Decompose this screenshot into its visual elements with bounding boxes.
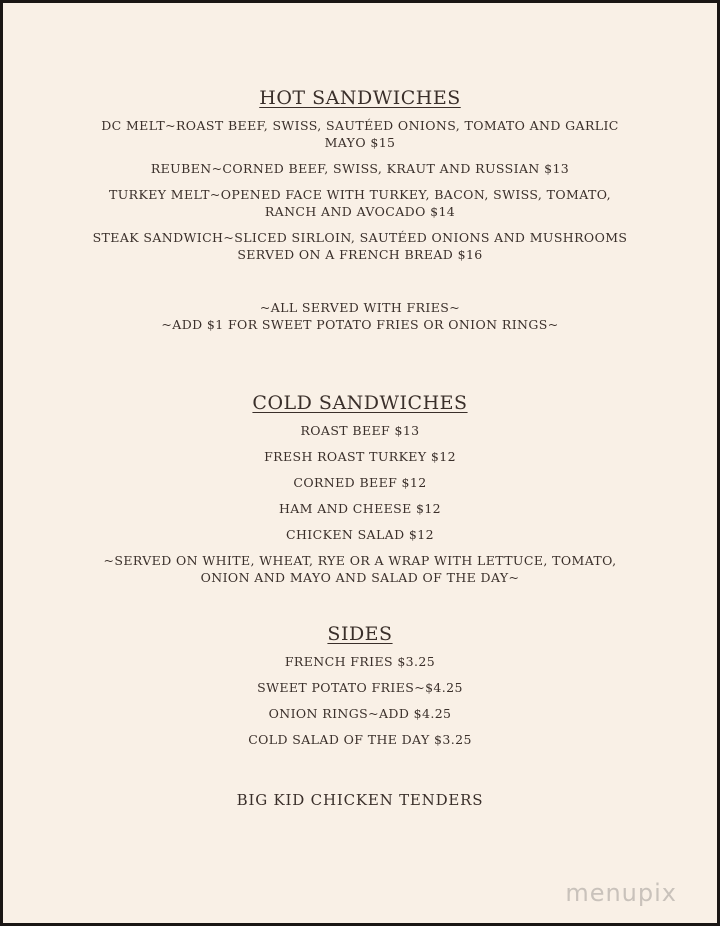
menu-item: COLD SALAD OF THE DAY $3.25 xyxy=(248,732,472,747)
menu-item: CHICKEN SALAD $12 xyxy=(286,527,434,542)
menu-item: FRESH ROAST TURKEY $12 xyxy=(264,449,456,464)
menu-item: STEAK SANDWICH~SLICED SIRLOIN, SAUTÉED ONIONS AND MUSHROOMS SERVED ON A FRENCH BREAD $16 xyxy=(92,230,628,262)
menu-item: DC MELT~ROAST BEEF, SWISS, SAUTÉED ONIONS, TOMATO AND GARLIC MAYO $15 xyxy=(101,118,619,150)
cold-sandwiches-note: ~SERVED ON WHITE, WHEAT, RYE OR A WRAP WITH LETTUCE, TOMATO, ONION AND MAYO AND SALAD OF THE DAY~ xyxy=(103,553,617,585)
hot-sandwiches-notes xyxy=(3,299,717,333)
menu-item: SWEET POTATO FRIES~$4.25 xyxy=(257,680,463,695)
menu-item: CORNED BEEF $12 xyxy=(293,475,427,490)
sides-section xyxy=(3,623,717,757)
menu-item: ROAST BEEF $13 xyxy=(300,423,420,438)
menu-item: HAM AND CHEESE $12 xyxy=(278,501,442,516)
menu-page xyxy=(3,3,717,923)
menu-item: FRENCH FRIES $3.25 xyxy=(284,654,436,669)
add-on-note: ~ADD $1 FOR SWEET POTATO FRIES OR ONION RINGS~ xyxy=(161,317,559,332)
sides-heading: SIDES xyxy=(327,623,393,645)
hot-sandwiches-heading: HOT SANDWICHES xyxy=(259,87,461,109)
cold-sandwiches-section xyxy=(3,392,717,586)
big-kid-chicken-tenders: BIG KID CHICKEN TENDERS xyxy=(236,791,484,809)
cold-sandwiches-heading: COLD SANDWICHES xyxy=(252,392,468,414)
menupix-watermark: menupix xyxy=(565,879,677,907)
menu-item: TURKEY MELT~OPENED FACE WITH TURKEY, BACON, SWISS, TOMATO, RANCH AND AVOCADO $14 xyxy=(108,187,612,219)
hot-sandwiches-section xyxy=(3,87,717,272)
menu-item: ONION RINGS~ADD $4.25 xyxy=(268,706,452,721)
served-with-fries-note: ~ALL SERVED WITH FRIES~ xyxy=(259,300,461,315)
menu-item: REUBEN~CORNED BEEF, SWISS, KRAUT AND RUSSIAN $13 xyxy=(150,161,570,176)
